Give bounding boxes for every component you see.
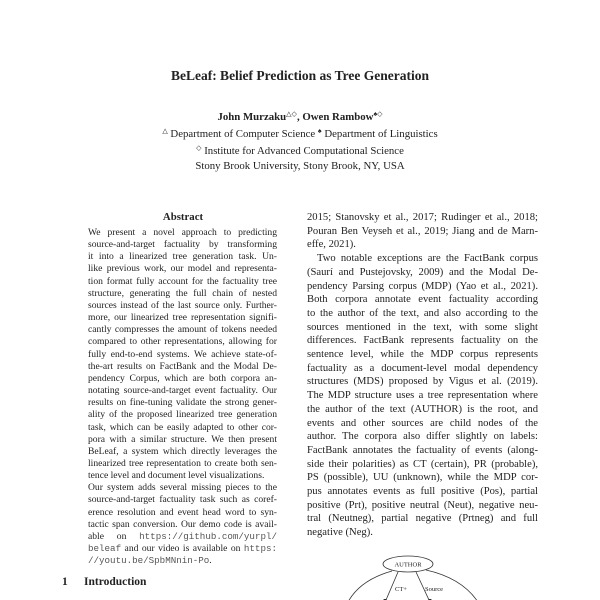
text-line: cantly compresses the amount of tokens needed	[88, 324, 277, 336]
text-line: factuality as a document-level modal dependency	[307, 362, 538, 374]
text-line: results on fine-tuning validate the strong gener-	[88, 397, 277, 409]
edge-label-source: Source	[425, 586, 444, 593]
section-number: 1	[62, 576, 68, 588]
affiliation-marks: △◇	[286, 110, 297, 118]
text-line: pus annotates events as full positive (Pos), partial	[307, 486, 538, 498]
text-line: Our system adds several missing pieces to the	[88, 482, 277, 494]
url-link[interactable]: https://github.com/yurpl/	[139, 530, 277, 542]
author-name: John Murzaku	[217, 111, 287, 123]
text-line: events and other sources are child nodes of the	[307, 417, 538, 429]
text-line: structure, generating the full chain of nested	[88, 287, 277, 299]
text-line: source-and-target factuality by transforming	[88, 239, 277, 251]
affiliation-mark: ♠	[317, 127, 322, 136]
paper-title: BeLeaf: Belief Prediction as Tree Generation	[170, 68, 430, 83]
text-line: structures (MDS) proposed by Vigus et al. (2019).	[307, 376, 538, 388]
section-title: Introduction	[84, 576, 147, 588]
text-line: Both corpora annotate event factuality according	[307, 294, 538, 306]
text-line: it into a linearized tree generation task. Un-	[88, 251, 277, 263]
text-line: ality of the proposed linearized tree generation	[88, 409, 277, 421]
text-line: The MDP structure uses a tree representation where	[307, 390, 538, 402]
text-line: PS (possible), UU (unknown), while the MDP cor-	[307, 472, 538, 484]
tree-arc-right	[426, 570, 478, 600]
text-line: tion format fully account for the factuality tree	[88, 275, 277, 287]
url-link[interactable]: //youtu.be/SpbMNnin-Po	[88, 555, 210, 567]
tree-arc-left	[348, 571, 392, 600]
text-line: compared to other representations, allowing for	[88, 336, 277, 348]
text-line: sources mentioned in the text, with some slight	[307, 321, 538, 333]
edge-label-ct: CT+	[395, 586, 407, 593]
author-node-label: AUTHOR	[394, 561, 422, 569]
text-line: like previous work, our model and representa-	[88, 263, 277, 275]
text-line: negative (Neg).	[307, 527, 373, 539]
text-line: pora with a similar structure. We then present	[88, 433, 277, 445]
text-line: the-art results on FactBank and the Modal De-	[88, 360, 277, 372]
text-line: (Saurí and Pustejovsky, 2009) and the Modal De-	[307, 266, 538, 278]
text-line: author. The corpora also differ slightly on labels:	[307, 431, 538, 443]
text-line: differences. FactBank represents factuality on the	[307, 335, 538, 347]
text-line: erence resolution and event head word to syn-	[88, 506, 277, 518]
text-line: We present a novel approach to predicting	[88, 227, 277, 238]
text-line: pendency Corpus, which are both corpora an-	[88, 372, 277, 384]
affiliation-line: Stony Brook University, Stony Brook, NY, USA	[195, 159, 405, 172]
text-segment: .	[209, 555, 212, 567]
text-line: effe, 2021).	[307, 239, 356, 251]
text-line: fully end-to-end systems. We achieve state-of-	[88, 348, 277, 360]
text-line: linearized tree representation to create both sen-	[88, 457, 277, 469]
text-segment: and our video is available on	[121, 543, 244, 555]
url-link[interactable]: beleaf	[88, 543, 122, 555]
text-line: tence level and document level visualizations.	[88, 470, 265, 482]
text-line: pendency Parsing corpus (MDP) (Yao et al., 2021).	[307, 280, 538, 292]
text-line: tral (Neutneg), partial negative (Prtneg) and full	[307, 513, 538, 525]
text-line: more, our linearized tree representation signifi-	[88, 312, 277, 324]
text-line: 2015; Stanovsky et al., 2017; Rudinger et al., 2018;	[307, 212, 538, 223]
affiliation-text: Department of Computer Science	[167, 128, 318, 141]
url-link[interactable]: https:	[243, 543, 277, 555]
text-line: Pouran Ben Veyseh et al., 2019; Jiang and de Marn-	[307, 225, 538, 237]
text-line: BeLeaf, a system which directly leverages the	[88, 445, 277, 457]
text-line: FactBank annotates the factuality of events (along-	[307, 444, 538, 456]
text-line: sentence level, while the MDP corpus represents	[307, 349, 538, 361]
author-separator: ,	[296, 111, 303, 123]
text-segment: able on	[88, 530, 140, 542]
affiliation-text: Institute for Advanced Computational Science	[201, 145, 404, 158]
text-line: positive (Prt), positive neutral (Neut), negative neu-	[307, 499, 538, 511]
abstract-heading: Abstract	[162, 211, 204, 223]
text-line: notating source-and-target event factuality. Our	[88, 385, 277, 397]
text-line: to the author of the text, and also according to the	[307, 307, 538, 319]
text-line: the author of the text (AUTHOR) is the root, and	[307, 403, 538, 415]
text-line: task, which can be easily adapted to other cor-	[88, 421, 277, 433]
text-line: side their polarities) as CT (certain), PR (probable),	[307, 458, 538, 470]
affiliation-mark: △	[162, 127, 168, 136]
affiliation-text: Department of Linguistics	[321, 128, 438, 141]
text-line: sources instead of the last source only. Further-	[88, 299, 277, 311]
affiliation-marks: ♠◇	[373, 110, 383, 118]
text-line: source-and-target factuality task such as coref-	[88, 494, 277, 506]
text-line: Two notable exceptions are the FactBank corpus	[317, 253, 538, 265]
affiliation-mark: ◇	[196, 144, 202, 153]
author-name: Owen Rambow	[302, 111, 374, 123]
text-line: tactic span conversion. Our demo code is avail-	[88, 518, 277, 530]
